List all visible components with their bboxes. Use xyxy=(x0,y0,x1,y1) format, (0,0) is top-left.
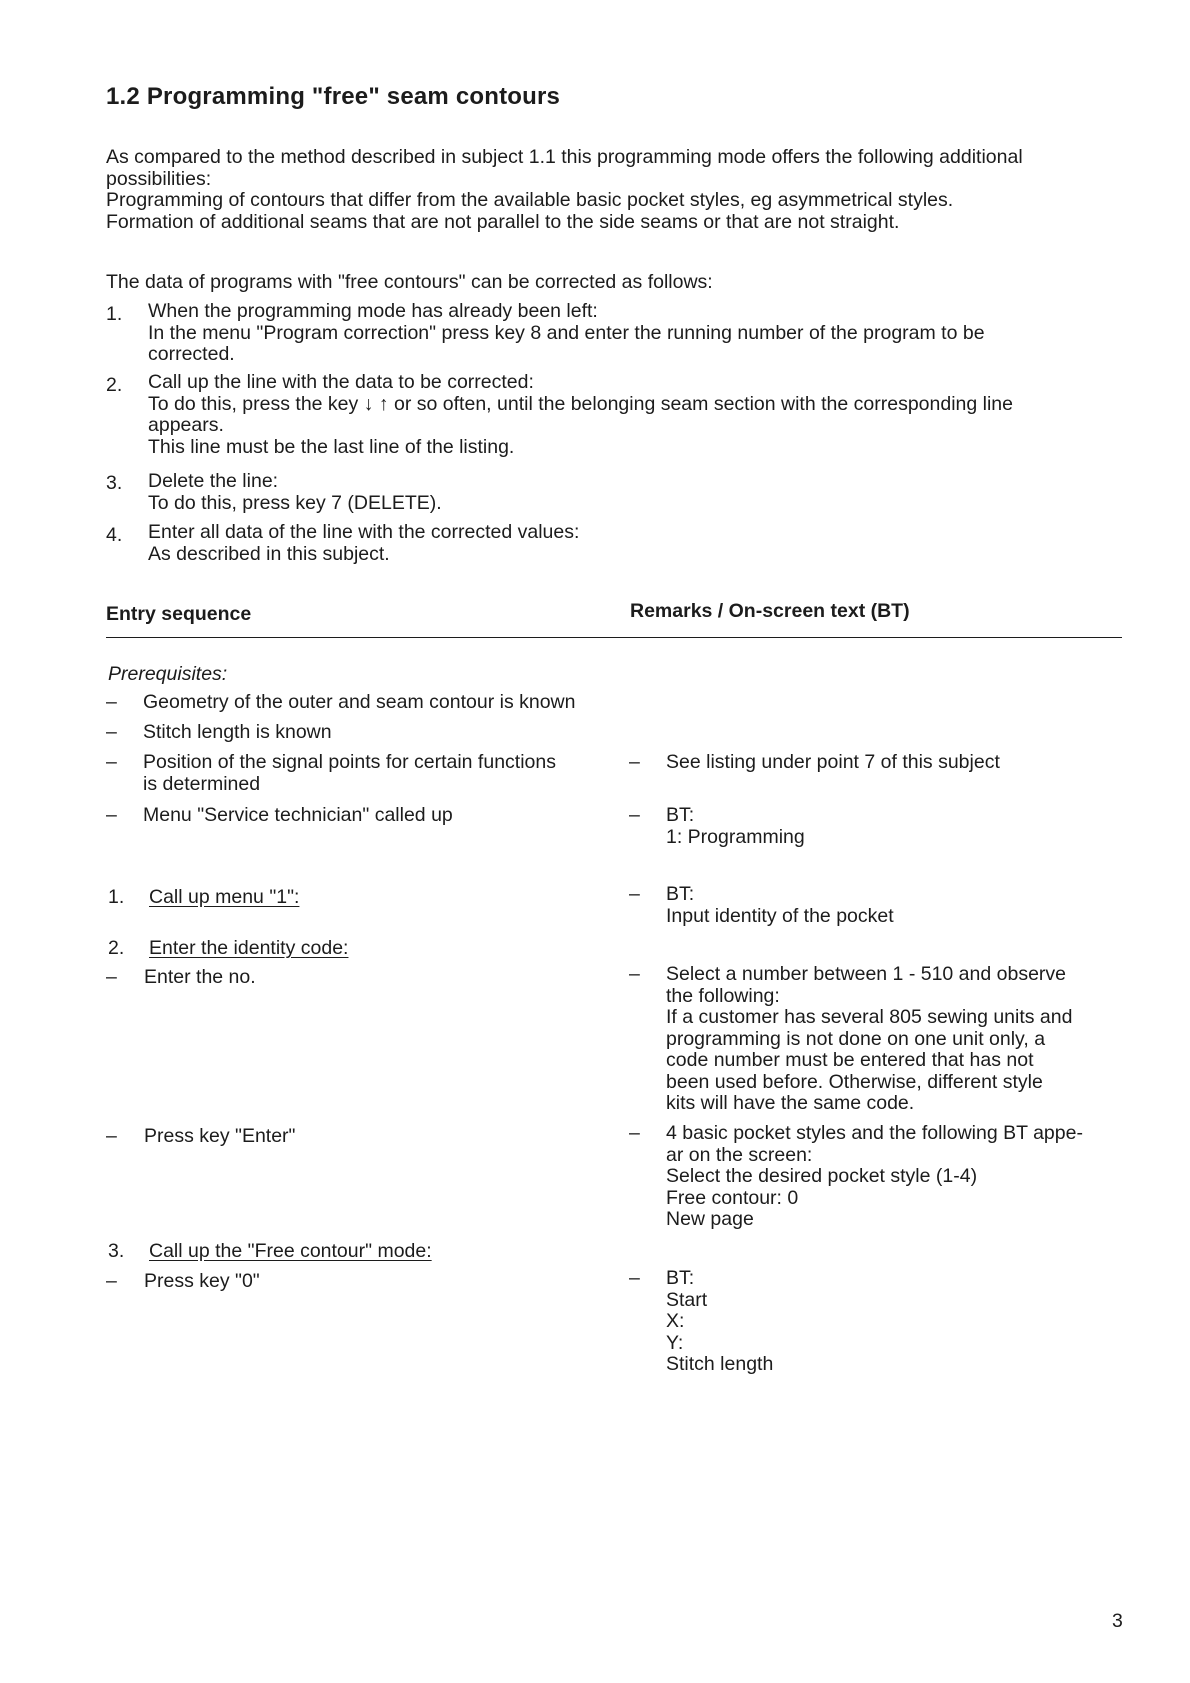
step-line: appears. xyxy=(148,414,224,436)
remark-line: Select the desired pocket style (1-4) xyxy=(666,1165,978,1187)
remark-line: X: xyxy=(666,1310,685,1332)
dash-bullet: – xyxy=(106,691,117,713)
step-number: 1. xyxy=(108,886,125,908)
dash-bullet: – xyxy=(106,1125,117,1147)
step-line: As described in this subject. xyxy=(148,542,390,565)
column-header-remarks: Remarks / On-screen text (BT) xyxy=(630,600,910,622)
correction-intro: The data of programs with "free contours" can be corrected as follows: xyxy=(106,271,713,293)
prerequisite-item: Geometry of the outer and seam contour is known xyxy=(143,691,576,713)
remark-line: been used before. Otherwise, different style xyxy=(666,1070,1043,1093)
prerequisite-item xyxy=(143,752,556,795)
remark-line: If a customer has several 805 sewing units and xyxy=(666,1006,1073,1028)
step-action: Press key "Enter" xyxy=(144,1125,296,1147)
dash-bullet: – xyxy=(106,721,117,743)
remark-line: kits will have the same code. xyxy=(666,1092,915,1114)
remark-line: BT: xyxy=(666,883,695,905)
intro-paragraph xyxy=(106,147,1126,233)
dash-bullet: – xyxy=(106,1270,117,1292)
intro-line: Programming of contours that differ from the available basic pocket styles, eg asymmetrical styles. xyxy=(106,189,954,211)
prerequisite-item: Menu "Service technician" called up xyxy=(143,804,453,826)
remark-block xyxy=(666,1123,1083,1231)
step-number: 2. xyxy=(106,374,123,396)
dash-bullet: – xyxy=(106,804,117,826)
dash-bullet: – xyxy=(629,963,640,985)
step-number: 3. xyxy=(106,472,123,494)
column-header-entry-sequence: Entry sequence xyxy=(106,603,252,625)
correction-step xyxy=(148,471,1108,514)
remark-line: BT: xyxy=(666,1267,695,1289)
step-line: When the programming mode has already been left: xyxy=(148,300,598,322)
intro-line: possibilities: xyxy=(106,167,212,190)
remark-line: New page xyxy=(666,1208,754,1230)
step-line: To do this, press the key ↓ ↑ or so often, until the belonging seam section with the corresponding line xyxy=(148,392,1013,415)
remark-block xyxy=(666,805,805,848)
remark-line: Select a number between 1 - 510 and observe xyxy=(666,963,1067,985)
step-heading: Call up the "Free contour" mode: xyxy=(149,1240,432,1262)
dash-bullet: – xyxy=(629,751,640,773)
remark-block xyxy=(666,1268,773,1376)
remark-line: ar on the screen: xyxy=(666,1143,813,1166)
section-title: 1.2 Programming "free" seam contours xyxy=(106,83,561,110)
correction-step xyxy=(148,301,1108,366)
prerequisite-item: Stitch length is known xyxy=(143,721,332,743)
remark-line: BT: xyxy=(666,804,695,826)
dash-bullet: – xyxy=(106,751,117,773)
correction-step xyxy=(148,372,1108,458)
remark-line: programming is not done on one unit only, a xyxy=(666,1027,1046,1050)
remark-text: See listing under point 7 of this subject xyxy=(666,751,1000,773)
step-action: Press key "0" xyxy=(144,1270,260,1292)
header-divider xyxy=(106,637,1122,638)
step-line: This line must be the last line of the listing. xyxy=(148,435,515,458)
remark-line: Start xyxy=(666,1288,708,1311)
step-heading: Call up menu "1": xyxy=(149,886,300,908)
dash-bullet: – xyxy=(629,883,640,905)
remark-line: code number must be entered that has not xyxy=(666,1049,1034,1071)
step-line: corrected. xyxy=(148,343,235,365)
remark-line: Y: xyxy=(666,1331,684,1354)
remark-line: 1: Programming xyxy=(666,825,805,848)
step-line: Call up the line with the data to be corrected: xyxy=(148,371,534,393)
intro-line: Formation of additional seams that are not parallel to the side seams or that are not straight. xyxy=(106,210,900,233)
remark-line: 4 basic pocket styles and the following BT appe- xyxy=(666,1122,1083,1144)
step-action: Enter the no. xyxy=(144,966,256,988)
step-line: To do this, press key 7 (DELETE). xyxy=(148,491,442,514)
prerequisite-line: Position of the signal points for certain functions xyxy=(143,751,556,773)
dash-bullet: – xyxy=(629,1122,640,1144)
step-heading: Enter the identity code: xyxy=(149,937,349,959)
correction-step xyxy=(148,522,1108,565)
dash-bullet: – xyxy=(629,1267,640,1289)
remark-block xyxy=(666,884,894,927)
step-number: 2. xyxy=(108,937,125,959)
intro-line: As compared to the method described in subject 1.1 this programming mode offers the following additional xyxy=(106,146,1023,168)
prerequisites-label: Prerequisites: xyxy=(108,663,228,685)
step-line: Enter all data of the line with the corrected values: xyxy=(148,521,580,543)
step-line: Delete the line: xyxy=(148,470,279,492)
page-number: 3 xyxy=(1112,1610,1123,1632)
remark-line: Input identity of the pocket xyxy=(666,904,894,927)
dash-bullet: – xyxy=(106,966,117,988)
remark-line: the following: xyxy=(666,984,780,1007)
step-number: 1. xyxy=(106,303,123,325)
dash-bullet: – xyxy=(629,804,640,826)
step-number: 3. xyxy=(108,1240,125,1262)
step-line: In the menu "Program correction" press key 8 and enter the running number of the program to be xyxy=(148,321,985,344)
prerequisite-line: is determined xyxy=(143,772,261,795)
remark-line: Stitch length xyxy=(666,1353,774,1375)
step-number: 4. xyxy=(106,524,123,546)
remark-line: Free contour: 0 xyxy=(666,1186,799,1209)
remark-block xyxy=(666,964,1072,1115)
